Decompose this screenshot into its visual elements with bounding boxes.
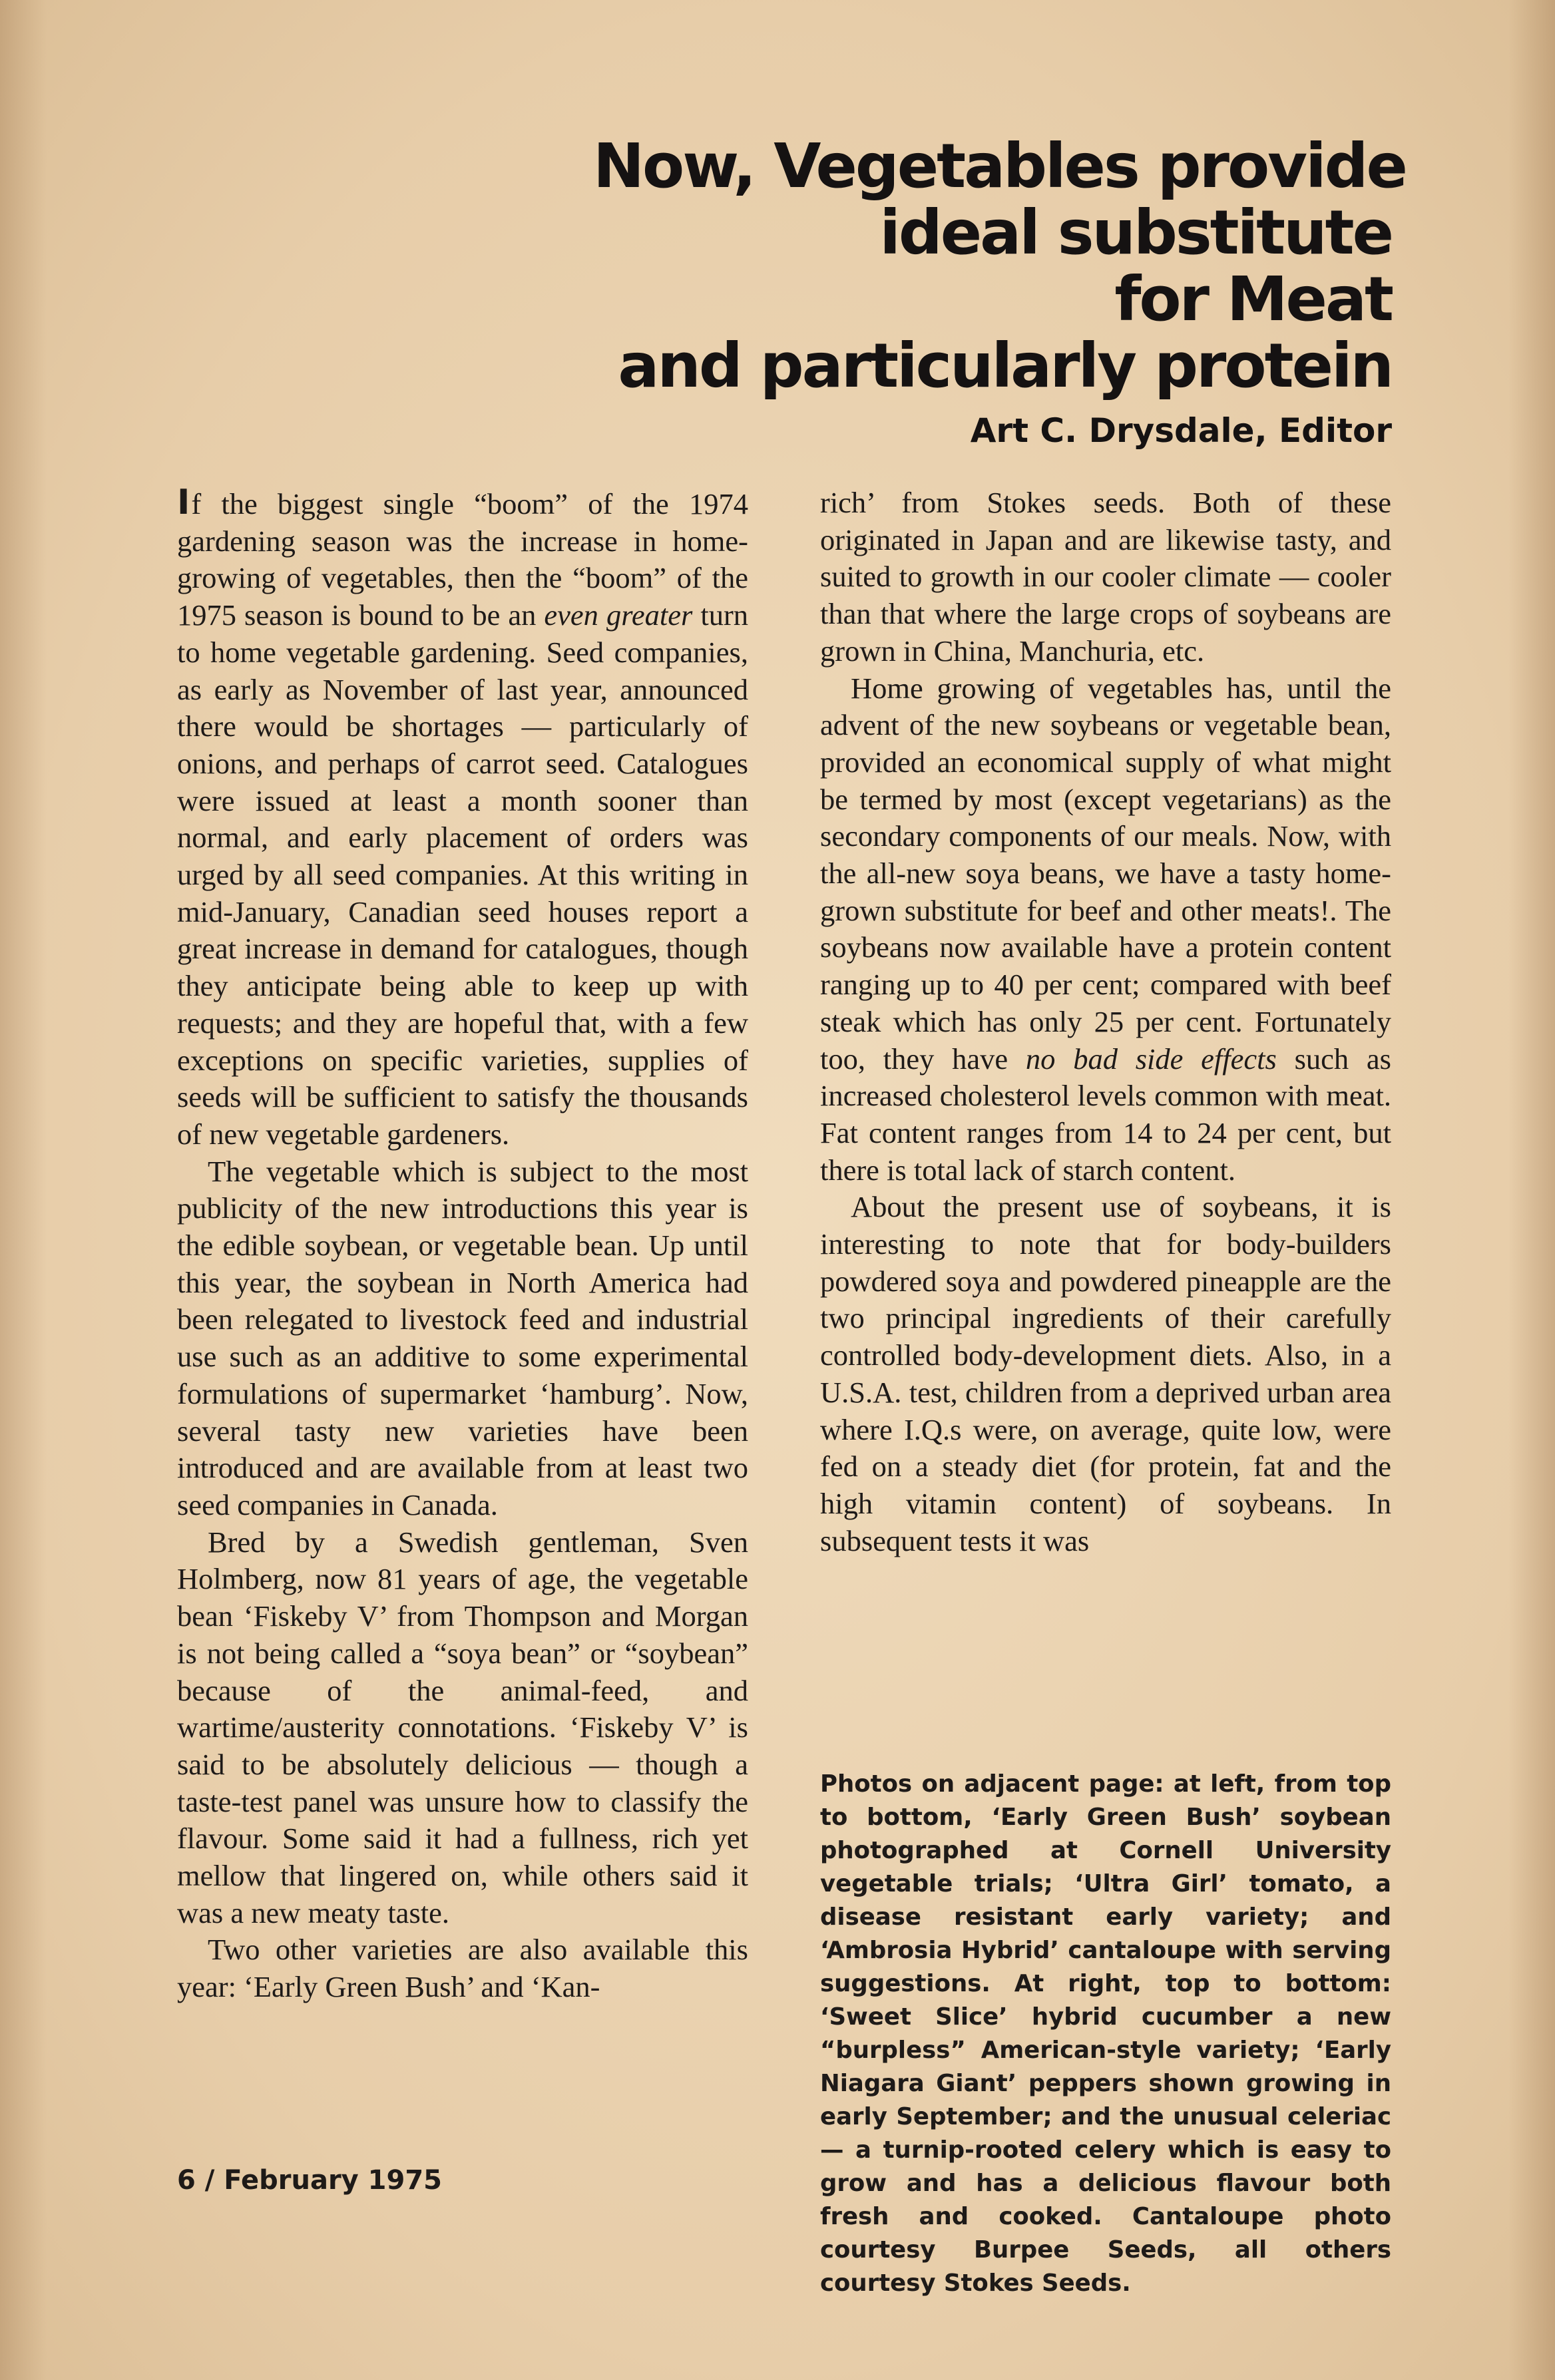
byline: Art C. Drysdale, Editor — [970, 411, 1392, 450]
headline-line-4: and particularly protein — [618, 330, 1392, 401]
headline-line-2: ideal substitute — [879, 197, 1392, 268]
emphasis-text: no bad side effects — [1025, 1042, 1277, 1076]
paragraph-text: turn to home vegetable gardening. Seed companies, as early as November of last year, announced there would be shortages — particularly of onions, and perhaps of carrot seed. Catalogues were issued at least a month sooner than normal, and early placement of orders was urged by all seed companies. At this writing in mid-January, Canadian seed houses report a great increase in demand for catalogues, though they anticipate being able to keep up with requests; and they are hopeful that, with a few exceptions on specific varieties, supplies of seeds will be sufficient to satisfy the thousands of new vegetable gardeners. — [177, 598, 749, 1151]
paragraph-text: such as increased cholesterol levels common with meat. Fat content ranges from 14 to 24 per cent, but there is total lack of starch content. — [820, 1042, 1392, 1187]
paragraph: rich’ from Stokes seeds. Both of these originated in Japan and are likewise tasty, and suited to growth in our cooler climate — cooler than that where the large crops of soybeans are grown in China, Manchuria, etc. — [820, 486, 1391, 668]
paragraph-text: f the biggest single “boom” of the 1974 gardening season was the increase in home-growing of vegetables, then the “boom” of the 1975 season is bound to be an — [177, 487, 748, 632]
paragraph: About the present use of soybeans, it is interesting to note that for body-builders powdered soya and powdered pineapple are the two principal ingredients of their carefully controlled body-development diets. Also, in a U.S.A. test, children from a deprived urban area where I.Q.s were, on average, quite low, were fed on a steady diet (for protein, fat and the high vitamin content) of soybeans. In subsequent tests it was — [820, 1190, 1391, 1557]
page-folio: 6 / February 1975 — [177, 2165, 443, 2196]
drop-cap: I — [177, 483, 190, 522]
paragraph — [177, 485, 748, 1153]
right-column — [820, 485, 1391, 1559]
paragraph-text: Home growing of vegetables has, until the advent of the new soybeans or vegetable bean, provided an economical supply of what might be termed by most (except vegetarians) as the secondary components of our meals. Now, with the all-new soya beans, we have a tasty home-grown substitute for beef and other meats!. The soybeans now available have a protein content ranging up to 40 per cent; compared with beef steak which has only 25 per cent. Fortunately too, they have — [820, 671, 1391, 1076]
headline-line-3: for Meat — [1114, 264, 1392, 335]
paragraph: The vegetable which is subject to the most publicity of the new introductions this year is the edible soybean, or vegetable bean. Up until this year, the soybean in North America had been relegated to livestock feed and industrial use such as an additive to some experimental formulations of supermarket ‘hamburg’. Now, several tasty new varieties have been introduced and are available from at least two seed companies in Canada. — [177, 1154, 748, 1521]
emphasis-text: even greater — [544, 598, 693, 632]
headline-line-1: Now, Vegetables provide — [593, 130, 1406, 202]
left-column — [177, 485, 748, 2006]
article-headline — [593, 130, 1406, 401]
paragraph: Bred by a Swedish gentleman, Sven Holmberg, now 81 years of age, the vegetable bean ‘Fiskeby V’ from Thompson and Morgan is not being called a “soya bean” or “soybean” because of the animal-feed, and wartime/austerity connotations. ‘Fiskeby V’ is said to be absolutely delicious — though a taste-test panel was unsure how to classify the flavour. Some said it had a fullness, rich yet mellow that lingered on, while others said it was a new meaty taste. — [177, 1525, 748, 1929]
paragraph: Two other varieties are also available this year: ‘Early Green Bush’ and ‘Kan- — [177, 1933, 748, 2004]
photo-caption: Photos on adjacent page: at left, from top to bottom, ‘Early Green Bush’ soybean photographed at Cornell University vegetable trials; ‘Ultra Girl’ tomato, a disease resistant early variety; and ‘Ambrosia Hybrid’ cantaloupe with serving suggestions. At right, top to bottom: ‘Sweet Slice’ hybrid cucumber a new “burpless” American-style variety; ‘Early Niagara Giant’ peppers shown growing in early September; and the unusual celeriac — a turnip-rooted celery which is easy to grow and has a delicious flavour both fresh and cooked. Cantaloupe photo courtesy Burpee Seeds, all others courtesy Stokes Seeds. — [820, 1770, 1391, 2297]
paragraph — [820, 670, 1391, 1189]
